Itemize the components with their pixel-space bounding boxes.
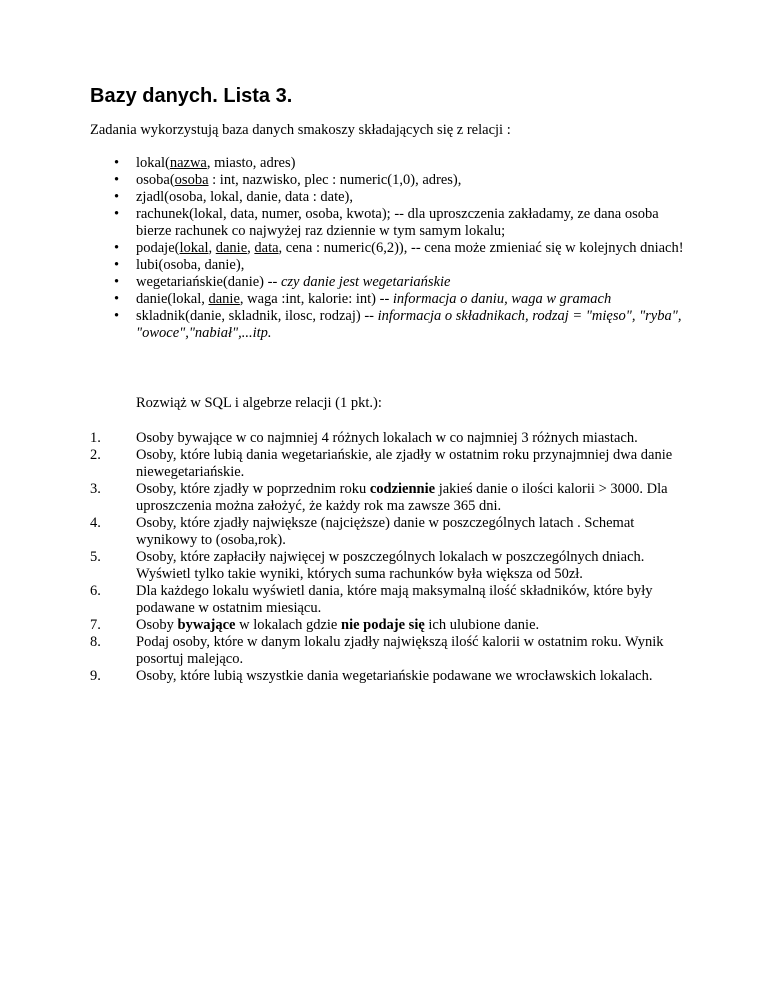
text-segment: danie [208, 291, 240, 307]
relations-list [90, 155, 690, 342]
task-number: 7. [90, 617, 101, 633]
task-number: 1. [90, 430, 101, 446]
page-title: Bazy danych. Lista 3. [90, 85, 293, 107]
text-segment: ich ulubione danie. [424, 617, 540, 633]
bullet-icon: • [114, 189, 120, 205]
text-segment: Podaj osoby, które w danym lokalu zjadły największą ilość kalorii w ostatnim roku. Wynik posortuj malejąco. [136, 634, 664, 667]
relation-item [90, 291, 690, 308]
text-segment: : int, nazwisko, plec : numeric(1,0), adres), [208, 172, 462, 188]
relation-item [90, 189, 690, 206]
text-segment: Osoby, które lubią dania wegetariańskie, ale zjadły w ostatnim roku przynajmniej dwa danie niewegetariańskie. [136, 447, 673, 480]
text-segment: danie [215, 240, 248, 256]
text-segment: Osoby, które zjadły największe (najcięższe) danie w poszczególnych latach . Schemat wynikowy to (osoba,rok). [136, 515, 635, 548]
task-item [90, 617, 690, 634]
text-segment: Osoby bywające w co najmniej 4 różnych lokalach w co najmniej 3 różnych miastach. [136, 430, 638, 446]
relation-item [90, 240, 690, 257]
instruction-paragraph: Rozwiąż w SQL i algebrze relacji (1 pkt.): [136, 395, 382, 411]
text-segment: bywające [177, 617, 236, 633]
text-segment: lokal [179, 240, 209, 256]
text-segment: rachunek(lokal, data, numer, osoba, kwota); -- dla uproszczenia zakładamy, ze dana osoba bierze rachunek co najwyżej raz dziennie w tym samym lokalu; [136, 206, 659, 239]
text-segment: Osoby [136, 617, 178, 633]
relation-item [90, 155, 690, 172]
text-segment: nazwa [169, 155, 207, 171]
bullet-icon: • [114, 308, 120, 324]
text-segment: Dla każdego lokalu wyświetl dania, które mają maksymalną ilość składników, które były podawane w ostatnim miesiącu. [136, 583, 653, 616]
text-segment: informacja o składnikach, rodzaj = "mięso", "ryba", "owoce","nabiał",...itp. [136, 308, 682, 341]
text-segment: czy danie jest wegetariańskie [280, 274, 451, 290]
text-segment: osoba( [136, 172, 175, 188]
bullet-icon: • [114, 240, 120, 256]
task-item [90, 515, 690, 549]
text-segment: wegetariańskie(danie) -- [136, 274, 281, 290]
text-segment: , cena : numeric(6,2)), -- cena może zmieniać się w kolejnych dniach! [278, 240, 684, 256]
text-segment: data [254, 240, 279, 256]
text-segment: osoba [174, 172, 209, 188]
task-item [90, 430, 690, 447]
relation-item [90, 274, 690, 291]
text-segment: skladnik(danie, skladnik, ilosc, rodzaj) -- [136, 308, 378, 324]
relation-item [90, 308, 690, 342]
text-segment: podaje( [136, 240, 180, 256]
task-item [90, 583, 690, 617]
task-item [90, 549, 690, 583]
text-segment: , [247, 240, 255, 256]
text-segment: , [208, 240, 216, 256]
relation-item [90, 172, 690, 189]
task-number: 2. [90, 447, 101, 463]
text-segment: Osoby, które zjadły w poprzednim roku [136, 481, 370, 497]
text-segment: informacja o daniu, waga w gramach [392, 291, 612, 307]
intro-paragraph: Zadania wykorzystują baza danych smakoszy składających się z relacji : [90, 122, 511, 138]
text-segment: , miasto, adres) [206, 155, 296, 171]
task-number: 3. [90, 481, 101, 497]
task-number: 8. [90, 634, 101, 650]
bullet-icon: • [114, 206, 120, 222]
bullet-icon: • [114, 274, 120, 290]
bullet-icon: • [114, 257, 120, 273]
task-item [90, 634, 690, 668]
text-segment: danie(lokal, [136, 291, 209, 307]
text-segment: Osoby, które zapłaciły najwięcej w poszczególnych lokalach w poszczególnych dniach. Wyświetl tylko takie wyniki, których suma rachunków była większa od 50zł. [136, 549, 645, 582]
task-number: 4. [90, 515, 101, 531]
text-segment: codziennie [369, 481, 436, 497]
task-item [90, 668, 690, 685]
text-segment: lokal( [136, 155, 170, 171]
text-segment: zjadl(osoba, lokal, danie, data : date), [136, 189, 354, 205]
relation-item [90, 206, 690, 240]
task-number: 6. [90, 583, 101, 599]
text-segment: jakieś danie o ilości kalorii > 3000. Dla uproszczenia można założyć, że każdy rok ma zawsze 365 dni. [136, 481, 668, 514]
bullet-icon: • [114, 291, 120, 307]
text-segment: Osoby, które lubią wszystkie dania wegetariańskie podawane we wrocławskich lokalach. [136, 668, 653, 684]
task-number: 5. [90, 549, 101, 565]
task-item [90, 481, 690, 515]
text-segment: nie podaje się [341, 617, 425, 633]
tasks-list [90, 430, 690, 685]
bullet-icon: • [114, 155, 120, 171]
text-segment: , waga :int, kalorie: int) -- [239, 291, 393, 307]
bullet-icon: • [114, 172, 120, 188]
text-segment: w lokalach gdzie [235, 617, 341, 633]
text-segment: lubi(osoba, danie), [136, 257, 245, 273]
relation-item [90, 257, 690, 274]
task-item [90, 447, 690, 481]
task-number: 9. [90, 668, 101, 684]
